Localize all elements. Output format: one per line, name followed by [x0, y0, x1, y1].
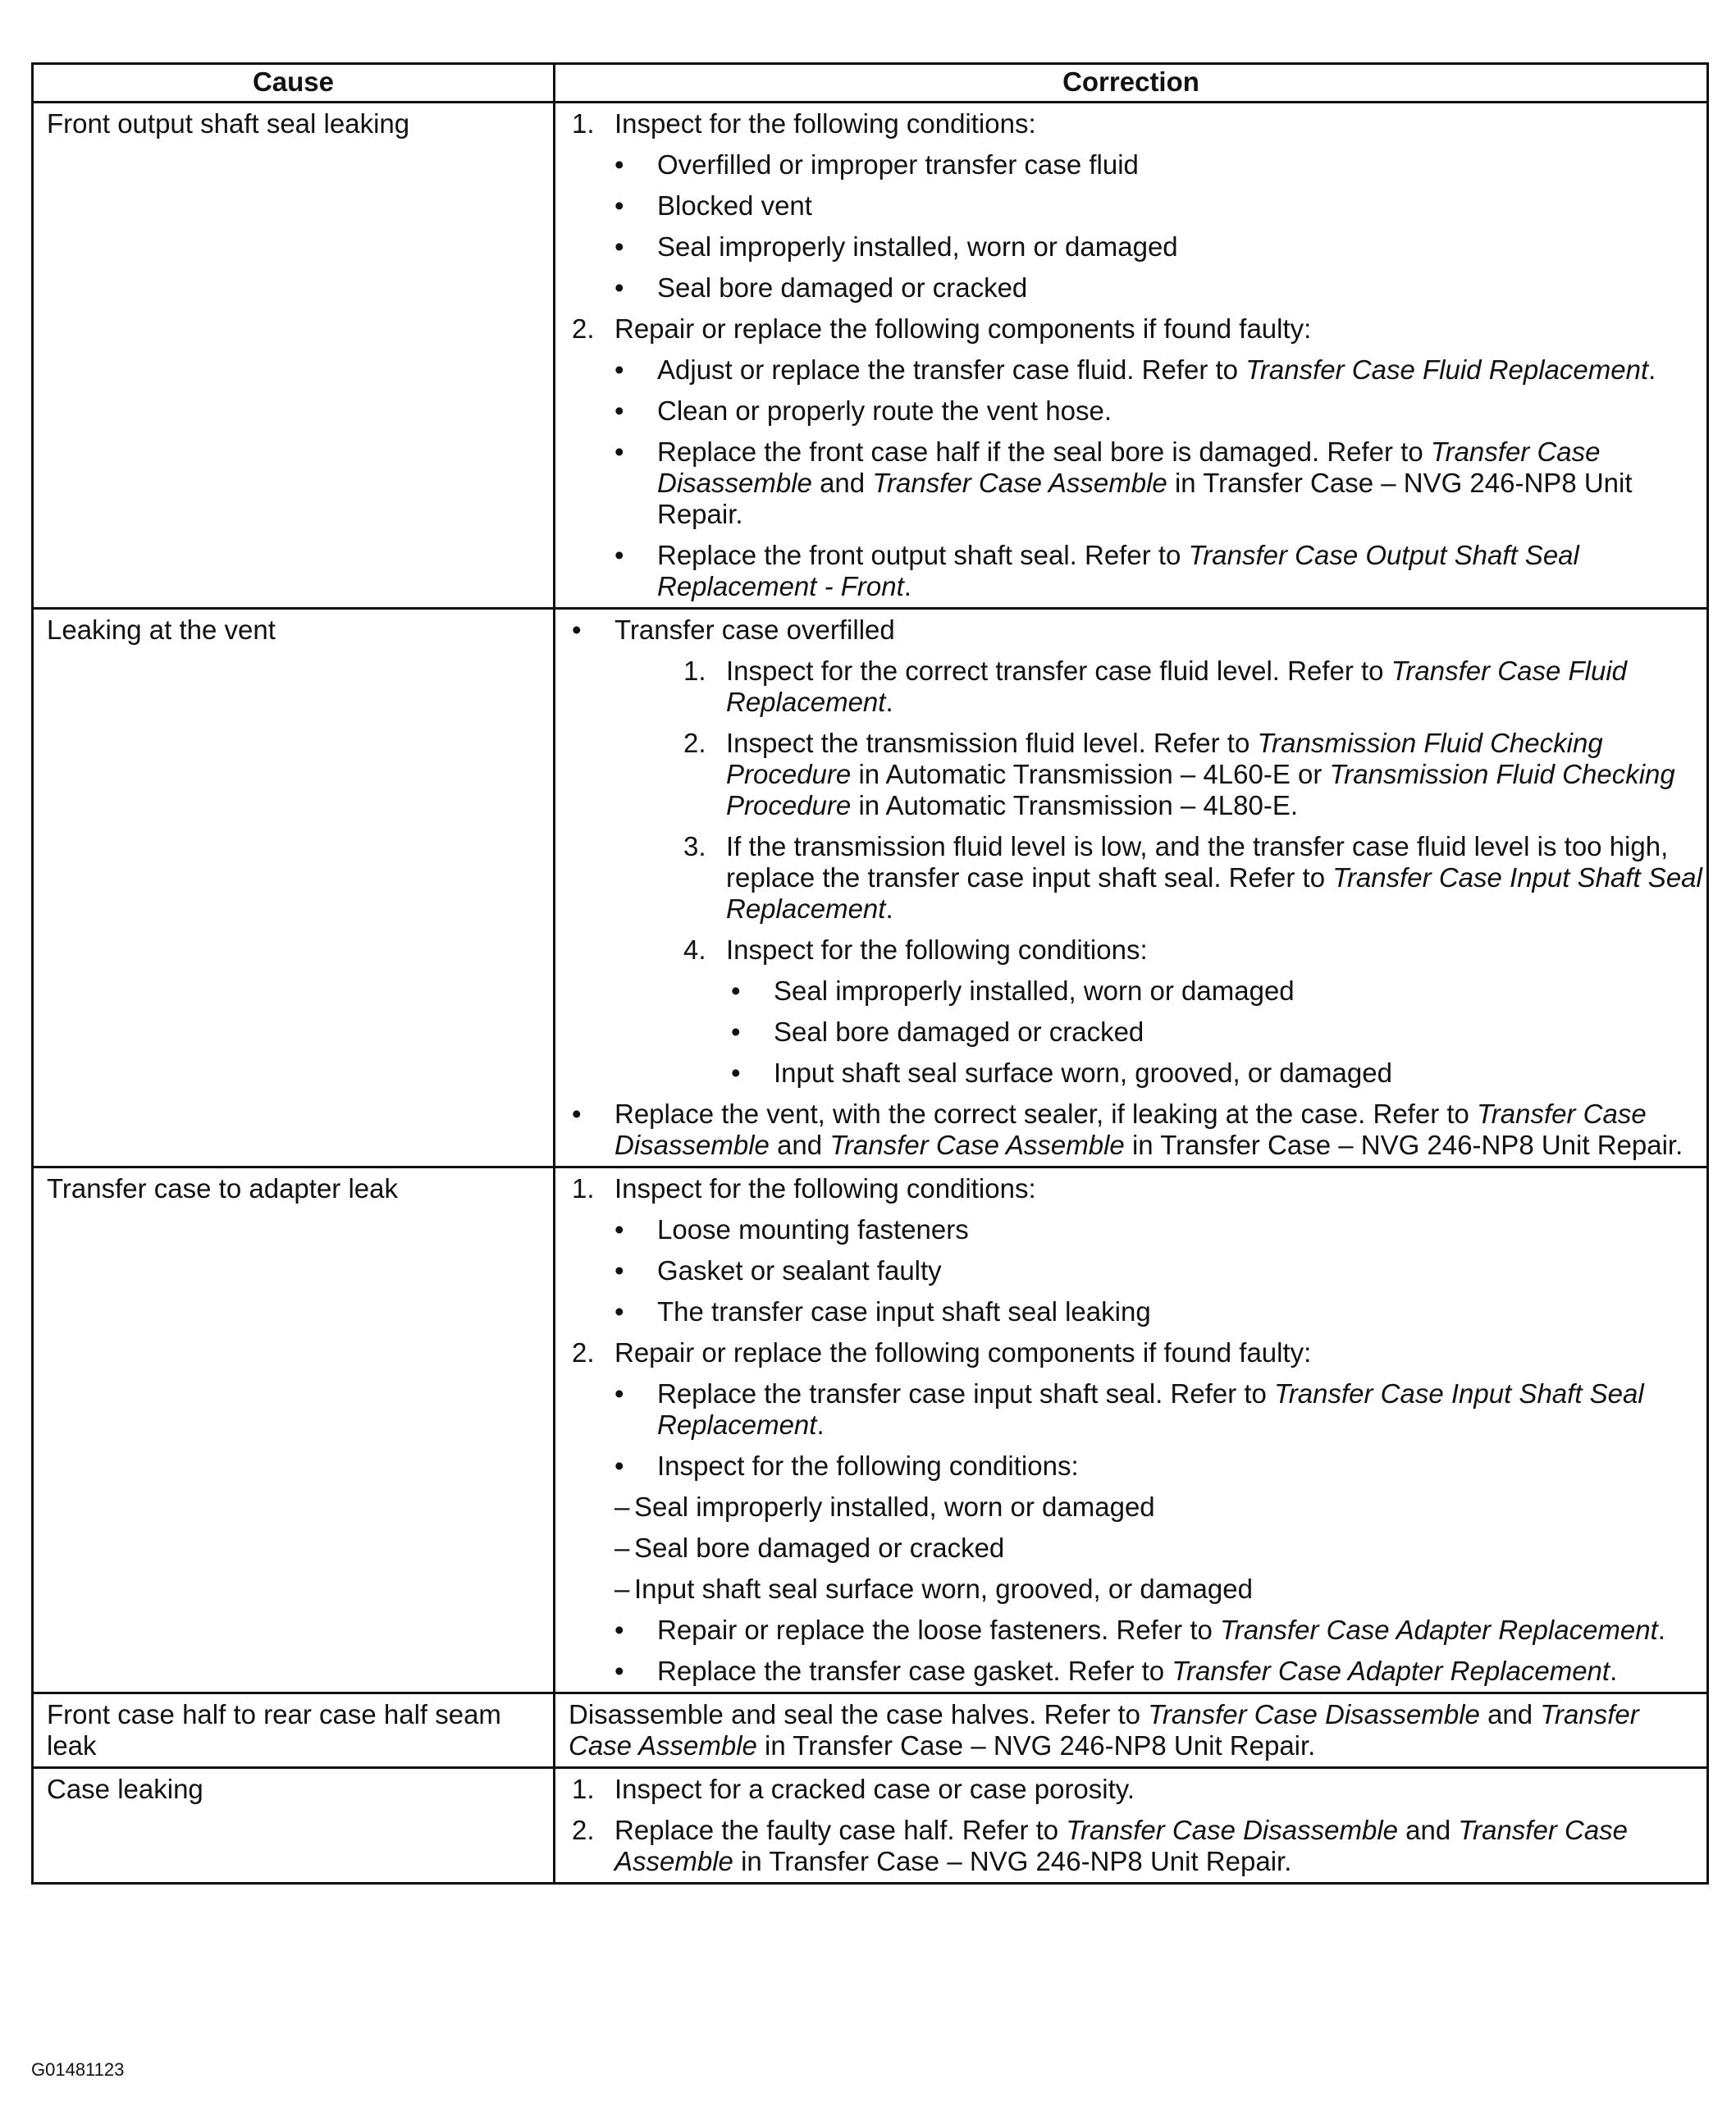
reference-link-text: Transfer Case Disassemble: [657, 436, 1601, 498]
bullet-text: Clean or properly route the vent hose.: [657, 395, 1112, 426]
reference-link-text: Transfer Case Assemble: [829, 1130, 1125, 1160]
reference-link-text: Transmission Fluid Checking Procedure: [726, 728, 1603, 789]
bullet-icon: •: [614, 395, 624, 426]
reference-link-text: Transfer Case Output Shaft Seal Replacement - Front: [657, 540, 1579, 601]
step-text: Repair or replace the following components if found faulty:: [614, 1337, 1312, 1368]
period: .: [885, 687, 893, 717]
step-tail: in Transfer Case – NVG 246-NP8 Unit Repair.: [741, 1846, 1292, 1876]
bullet-text: Input shaft seal surface worn, grooved, or damaged: [774, 1058, 1392, 1088]
step-item: [683, 656, 1706, 718]
header-correction: Correction: [555, 64, 1708, 103]
cause-cell: Front case half to rear case half seam leak: [33, 1693, 555, 1768]
bullet-item: [614, 1656, 1706, 1687]
reference-link-text: Transfer Case Adapter Replacement: [1220, 1615, 1658, 1645]
step-number: 4.: [683, 934, 706, 965]
table-row: [33, 1693, 1708, 1768]
step-text: Inspect the transmission fluid level. Refer to: [726, 728, 1250, 758]
correction-cell: [555, 103, 1708, 609]
reference-link-text: Transfer Case Input Shaft Seal Replacement: [657, 1378, 1644, 1440]
table-row: [33, 609, 1708, 1167]
bullet-text: Blocked vent: [657, 190, 812, 221]
bullet-icon: •: [614, 1255, 624, 1286]
correction-cell: [555, 1167, 1708, 1693]
bullet-text: Transfer case overfilled: [614, 615, 895, 645]
bullet-icon: •: [614, 1214, 624, 1245]
reference-link-text: Transfer Case Disassemble: [1148, 1699, 1480, 1729]
step-number: 2.: [572, 1337, 595, 1368]
bullet-icon: •: [572, 1099, 582, 1129]
bullet-item: [614, 395, 1706, 427]
bullet-item: [572, 615, 1706, 646]
step-text: Inspect for the correct transfer case fluid level. Refer to: [726, 656, 1384, 686]
bullet-item: [614, 1255, 1706, 1286]
step-number: 1.: [572, 108, 595, 139]
bullet-text: The transfer case input shaft seal leaking: [657, 1296, 1151, 1327]
bullet-icon: •: [572, 615, 582, 645]
correction-paragraph: [569, 1699, 1702, 1761]
bullet-item: [731, 1017, 1706, 1048]
step-item: [572, 1815, 1706, 1877]
bullet-text: Seal improperly installed, worn or damaged: [657, 231, 1178, 262]
bullet-item: [614, 231, 1706, 263]
bullet-icon: •: [614, 1296, 624, 1327]
bullet-item: [614, 190, 1706, 222]
bullet-tail: in Transfer Case – NVG 246-NP8 Unit Repair.: [1131, 1130, 1683, 1160]
bullet-text: Repair or replace the loose fasteners. Refer to: [657, 1615, 1213, 1645]
header-row: [33, 64, 1708, 103]
bullet-icon: •: [614, 149, 624, 180]
step-number: 2.: [572, 1815, 595, 1845]
dash-item: [614, 1574, 1706, 1605]
cause-cell: Case leaking: [33, 1768, 555, 1884]
cause-cell: Front output shaft seal leaking: [33, 103, 555, 609]
reference-link-text: Transfer Case Input Shaft Seal Replacement: [726, 862, 1702, 924]
step-item: [683, 831, 1706, 925]
table-row: [33, 103, 1708, 609]
table-row: [33, 1167, 1708, 1693]
bullet-item: [614, 272, 1706, 304]
dash-item: [614, 1533, 1706, 1564]
bullet-item: [731, 975, 1706, 1007]
bullet-item: [614, 1296, 1706, 1327]
dash-text: Seal bore damaged or cracked: [634, 1533, 1005, 1563]
period: .: [903, 571, 911, 601]
bullet-text: Adjust or replace the transfer case fluid. Refer to: [657, 354, 1239, 385]
step-text: Inspect for the following conditions:: [614, 108, 1036, 139]
bullet-icon: •: [731, 1058, 741, 1088]
bullet-item: [731, 1058, 1706, 1089]
step-number: 1.: [572, 1774, 595, 1804]
correction-cell: [555, 1693, 1708, 1768]
reference-link-text: Transfer Case Disassemble: [614, 1099, 1647, 1160]
bullet-item: [614, 1378, 1706, 1441]
step-number: 3.: [683, 831, 706, 861]
bullet-item: [614, 1451, 1706, 1482]
bullet-item: [614, 1615, 1706, 1646]
step-text: Replace the faulty case half. Refer to: [614, 1815, 1059, 1845]
bullet-text: Loose mounting fasteners: [657, 1214, 969, 1245]
bullet-icon: •: [614, 1656, 624, 1686]
bullet-text: Seal bore damaged or cracked: [774, 1017, 1144, 1047]
step-text: Inspect for a cracked case or case porosity.: [614, 1774, 1135, 1804]
bullet-text: Replace the transfer case gasket. Refer to: [657, 1656, 1165, 1686]
conjunction: and: [1405, 1815, 1451, 1845]
cause-cell: Transfer case to adapter leak: [33, 1167, 555, 1693]
cause-cell: Leaking at the vent: [33, 609, 555, 1167]
step-number: 1.: [572, 1173, 595, 1204]
reference-link-text: Transfer Case Disassemble: [1066, 1815, 1398, 1845]
bullet-icon: •: [614, 436, 624, 467]
step-item: [572, 108, 1706, 139]
bullet-icon: •: [614, 1378, 624, 1409]
bullet-icon: •: [731, 975, 741, 1006]
dash-text: Seal improperly installed, worn or damaged: [634, 1492, 1155, 1522]
reference-link-text: Transfer Case Adapter Replacement: [1172, 1656, 1610, 1686]
header-cause: Cause: [33, 64, 555, 103]
period: .: [885, 893, 893, 924]
step-text: If the transmission fluid level is low, and the transfer case fluid level is too high, replace the transfer case input shaft seal. Refer to: [726, 831, 1669, 893]
dash-icon: –: [614, 1492, 630, 1522]
reference-link-text: Transmission Fluid Checking Procedure: [726, 759, 1675, 820]
bullet-item: [614, 540, 1706, 602]
table-row: [33, 1768, 1708, 1884]
bullet-icon: •: [614, 231, 624, 262]
paragraph-tail: in Transfer Case – NVG 246-NP8 Unit Repair.: [765, 1730, 1316, 1761]
period: .: [816, 1410, 825, 1440]
step-text: Inspect for the following conditions:: [614, 1173, 1036, 1204]
bullet-text: Replace the transfer case input shaft seal. Refer to: [657, 1378, 1267, 1409]
step-text: Inspect for the following conditions:: [726, 934, 1148, 965]
paragraph-text: Disassemble and seal the case halves. Refer to: [569, 1699, 1141, 1729]
bullet-icon: •: [731, 1017, 741, 1047]
figure-id: G01481123: [31, 2059, 125, 2080]
bullet-item: [614, 1214, 1706, 1245]
bullet-text: Overfilled or improper transfer case fluid: [657, 149, 1139, 180]
bullet-icon: •: [614, 272, 624, 303]
step-text: Repair or replace the following components if found faulty:: [614, 313, 1312, 344]
dash-icon: –: [614, 1574, 630, 1604]
bullet-text: Inspect for the following conditions:: [657, 1451, 1079, 1481]
reference-link-text: Transfer Case Assemble: [872, 468, 1167, 498]
bullet-text: Gasket or sealant faulty: [657, 1255, 942, 1286]
step-item: [572, 313, 1706, 345]
bullet-text: Seal bore damaged or cracked: [657, 272, 1028, 303]
bullet-text: Replace the vent, with the correct sealer, if leaking at the case. Refer to: [614, 1099, 1469, 1129]
bullet-text: Seal improperly installed, worn or damaged: [774, 975, 1295, 1006]
reference-link-text: Transfer Case Assemble: [569, 1699, 1639, 1761]
period: .: [1657, 1615, 1665, 1645]
dash-text: Input shaft seal surface worn, grooved, or damaged: [634, 1574, 1253, 1604]
diagnosis-table: [31, 62, 1709, 1885]
step-number: 1.: [683, 656, 706, 686]
conjunction: and: [820, 468, 866, 498]
bullet-icon: •: [614, 1451, 624, 1481]
bullet-item: [614, 149, 1706, 180]
step-mid: in Automatic Transmission – 4L60-E or: [858, 759, 1323, 789]
period: .: [1610, 1656, 1618, 1686]
bullet-icon: •: [614, 354, 624, 385]
dash-item: [614, 1492, 1706, 1523]
step-item: [572, 1774, 1706, 1805]
bullet-item: [614, 354, 1706, 386]
step-number: 2.: [572, 313, 595, 344]
reference-link-text: Transfer Case Fluid Replacement: [726, 656, 1628, 717]
step-tail: in Automatic Transmission – 4L80-E.: [858, 790, 1299, 820]
dash-icon: –: [614, 1533, 630, 1563]
bullet-icon: •: [614, 190, 624, 221]
correction-cell: [555, 1768, 1708, 1884]
bullet-icon: •: [614, 1615, 624, 1645]
step-item: [572, 1337, 1706, 1368]
bullet-icon: •: [614, 540, 624, 570]
conjunction: and: [1487, 1699, 1533, 1729]
conjunction: and: [777, 1130, 823, 1160]
period: .: [1648, 354, 1656, 385]
bullet-text: Replace the front output shaft seal. Refer to: [657, 540, 1181, 570]
bullet-tail: in Transfer Case – NVG 246-NP8 Unit Repair.: [657, 468, 1633, 529]
reference-link-text: Transfer Case Assemble: [614, 1815, 1629, 1876]
bullet-item: [614, 436, 1706, 530]
bullet-item: [572, 1099, 1706, 1161]
step-item: [683, 728, 1706, 821]
bullet-text: Replace the front case half if the seal bore is damaged. Refer to: [657, 436, 1423, 467]
step-number: 2.: [683, 728, 706, 758]
step-item: [572, 1173, 1706, 1204]
reference-link-text: Transfer Case Fluid Replacement: [1245, 354, 1649, 385]
step-item: [683, 934, 1706, 966]
correction-cell: [555, 609, 1708, 1167]
